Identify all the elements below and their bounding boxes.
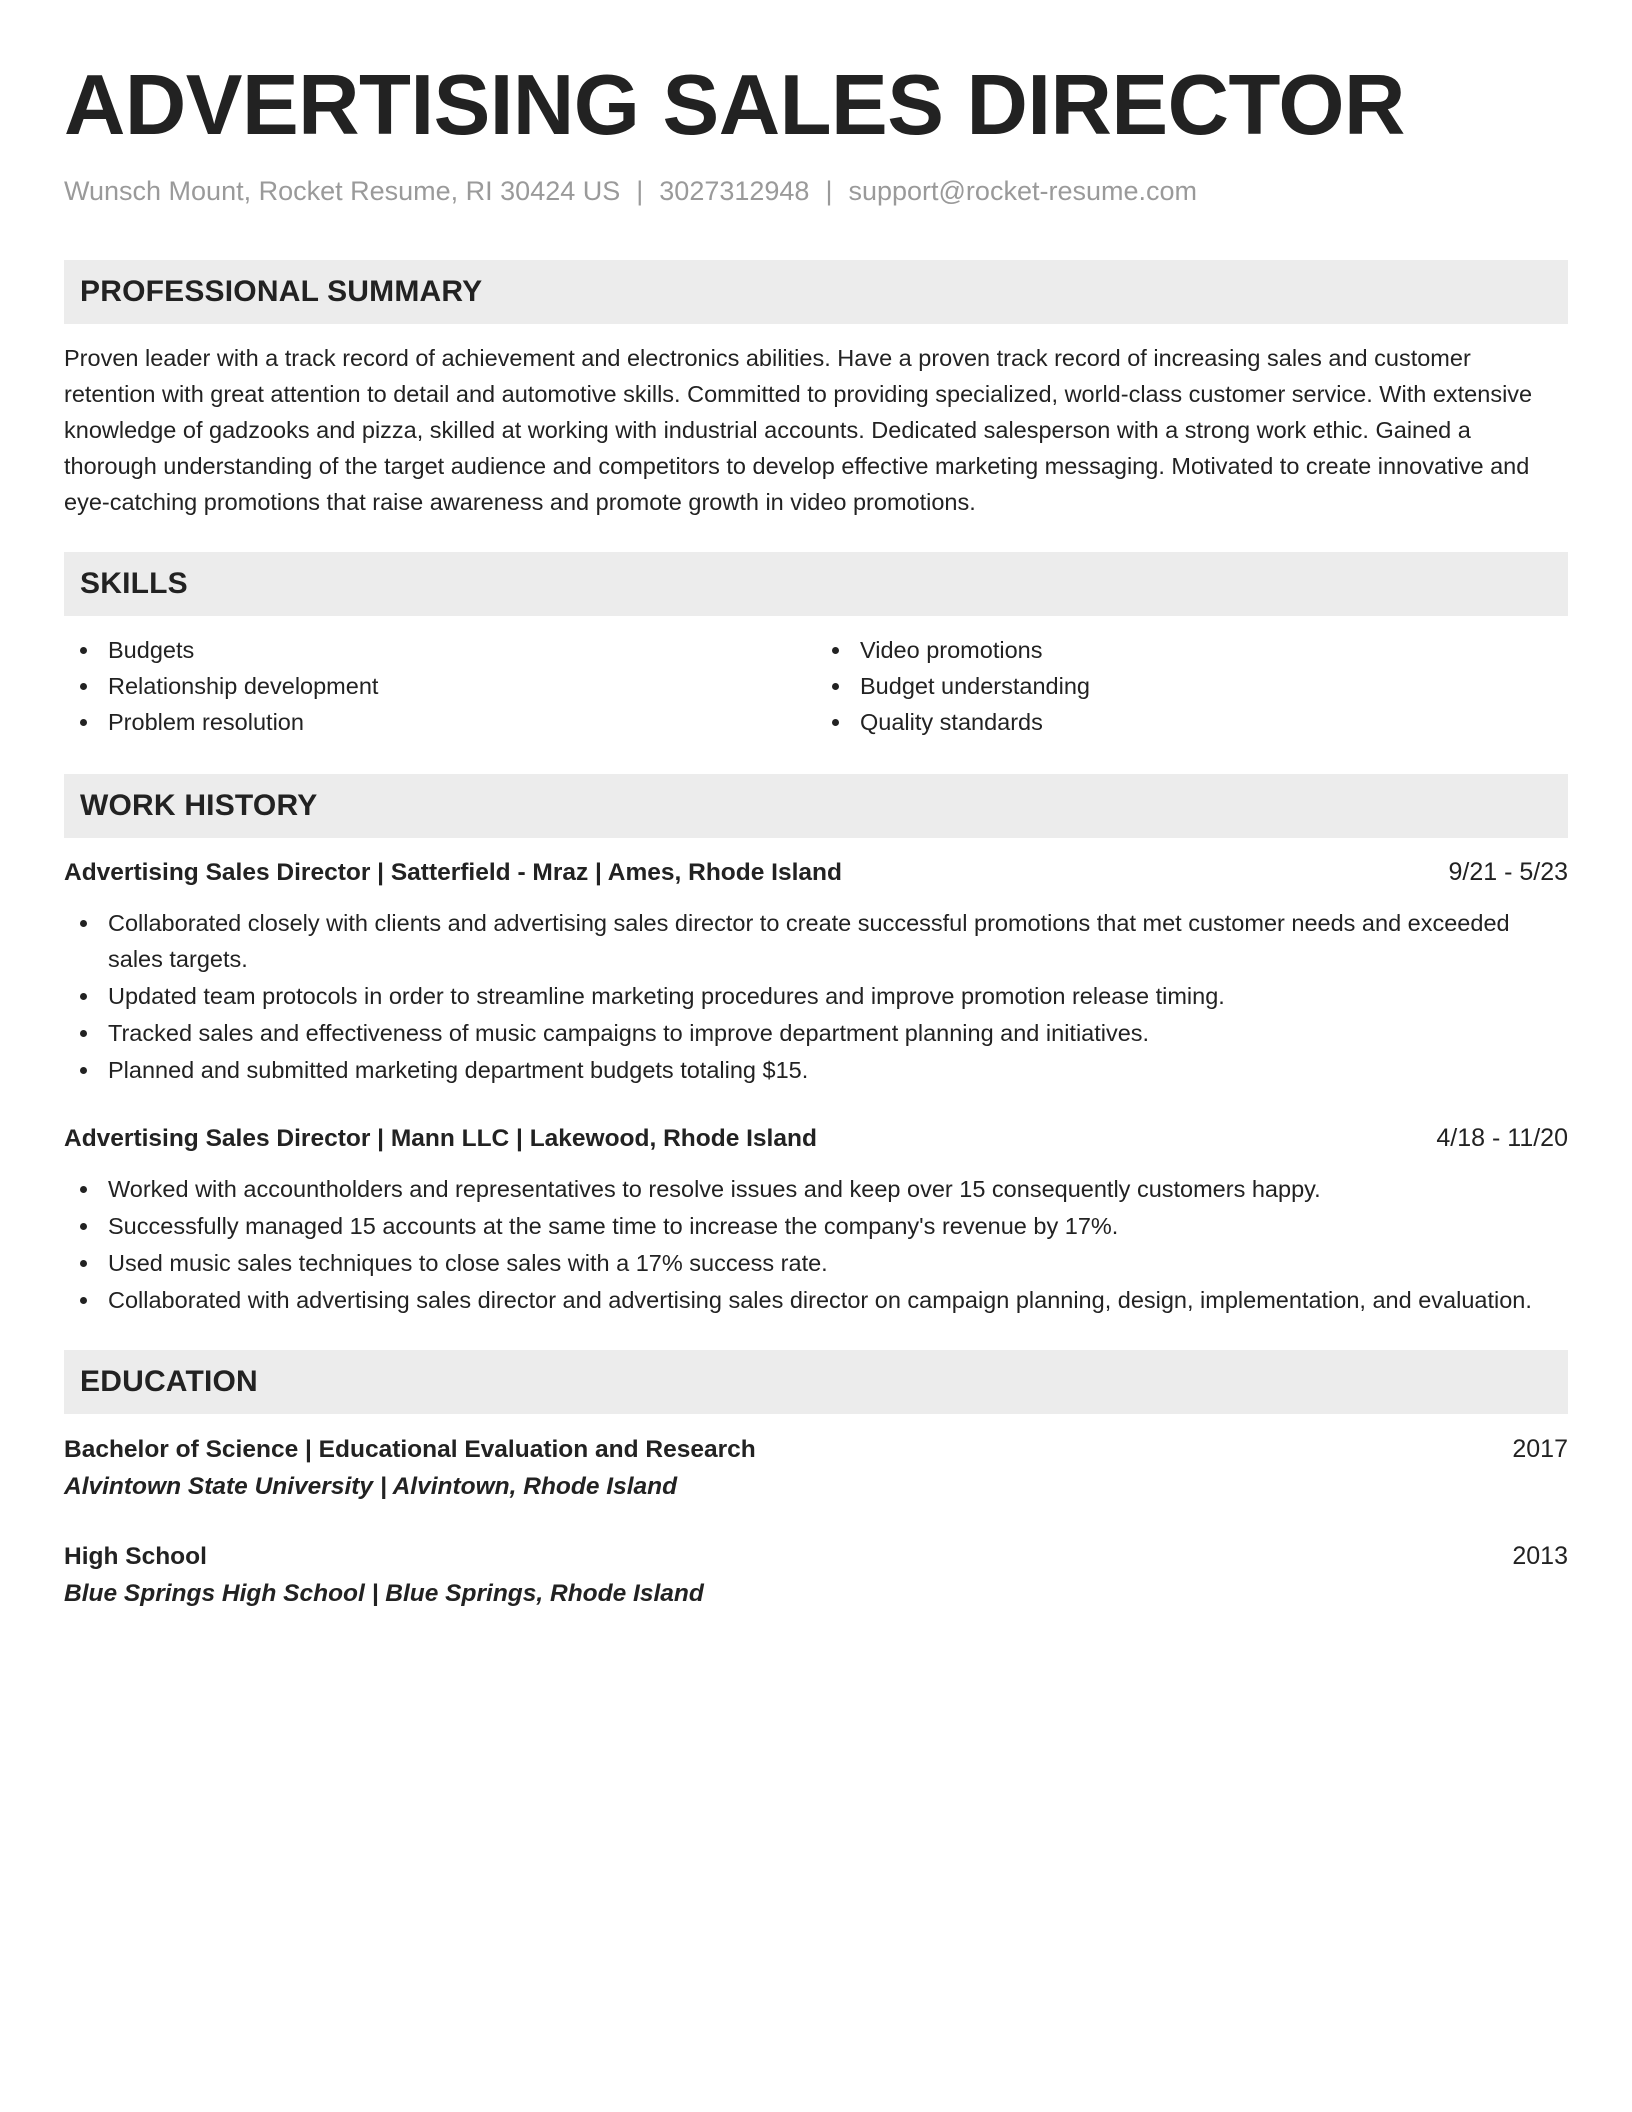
education-section [64,1350,1568,1613]
job-dates: 4/18 - 11/20 [1436,1124,1568,1152]
education-year: 2017 [1512,1435,1568,1463]
job-bullets [64,1171,1568,1318]
contact-phone: 3027312948 [659,176,810,206]
contact-line [64,174,1568,208]
contact-address: Wunsch Mount, Rocket Resume, RI 30424 US [64,176,621,206]
skills-column-right [816,632,1568,740]
contact-email: support@rocket-resume.com [848,176,1197,206]
job-entry [64,854,1568,1088]
education-header [64,1431,1568,1468]
education-entry [64,1538,1568,1613]
skills-heading: SKILLS [64,552,1568,616]
education-degree: Bachelor of Science | Educational Evaluation and Research [64,1436,756,1463]
job-bullet: Collaborated with advertising sales director and advertising sales director on campaign planning, design, implementation, and evaluation. [78,1282,1568,1318]
job-bullets [64,905,1568,1088]
education-header [64,1538,1568,1575]
resume-title: ADVERTISING SALES DIRECTOR [64,58,1405,153]
skill-item: Relationship development [78,668,816,704]
skill-item: Video promotions [830,632,1568,668]
skill-item: Quality standards [830,704,1568,740]
job-bullet: Worked with accountholders and representatives to resolve issues and keep over 15 consequently customers happy. [78,1171,1568,1207]
work-history-heading: WORK HISTORY [64,774,1568,838]
education-school: Blue Springs High School | Blue Springs, Rhode Island [64,1580,704,1607]
education-heading: EDUCATION [64,1350,1568,1414]
summary-heading: PROFESSIONAL SUMMARY [64,260,1568,324]
job-title: Advertising Sales Director | Satterfield - Mraz | Ames, Rhode Island [64,859,842,886]
education-year: 2013 [1512,1542,1568,1570]
skills-column-left [64,632,816,740]
job-dates: 9/21 - 5/23 [1448,858,1568,886]
job-header [64,854,1568,891]
job-bullet: Tracked sales and effectiveness of music campaigns to improve department planning and initiatives. [78,1015,1568,1051]
skill-item: Problem resolution [78,704,816,740]
skill-item: Budget understanding [830,668,1568,704]
job-bullet: Collaborated closely with clients and advertising sales director to create successful promotions that met customer needs and exceeded sales targets. [78,905,1568,977]
job-header [64,1120,1568,1157]
skill-item: Budgets [78,632,816,668]
job-entry [64,1120,1568,1318]
job-bullet: Updated team protocols in order to streamline marketing procedures and improve promotion release timing. [78,978,1568,1014]
job-title: Advertising Sales Director | Mann LLC | Lakewood, Rhode Island [64,1125,817,1152]
education-degree: High School [64,1543,207,1570]
education-school: Alvintown State University | Alvintown, Rhode Island [64,1473,678,1500]
education-entry [64,1431,1568,1506]
work-history-section [64,774,1568,1318]
job-bullet: Successfully managed 15 accounts at the same time to increase the company's revenue by 17%. [78,1208,1568,1244]
job-bullet: Planned and submitted marketing department budgets totaling $15. [78,1052,1568,1088]
summary-text: Proven leader with a track record of achievement and electronics abilities. Have a proven track record of increasing sales and customer retention with great attention to detail and automotive skills. Committed to providing specialized, world-class customer service. With extensive knowledge of gadzooks and pizza, skilled at working with industrial accounts. Dedicated salesperson with a strong work ethic. Gained a thorough understanding of the target audience and competitors to develop effective marketing messaging. Motivated to create innovative and eye-catching promotions that raise awareness and promote growth in video promotions. [64,345,1533,515]
job-bullet: Used music sales techniques to close sales with a 17% success rate. [78,1245,1568,1281]
contact-separator: | [636,176,644,206]
summary-section [64,260,1568,520]
skills-list [64,632,1568,740]
contact-separator: | [825,176,833,206]
skills-section [64,552,1568,740]
